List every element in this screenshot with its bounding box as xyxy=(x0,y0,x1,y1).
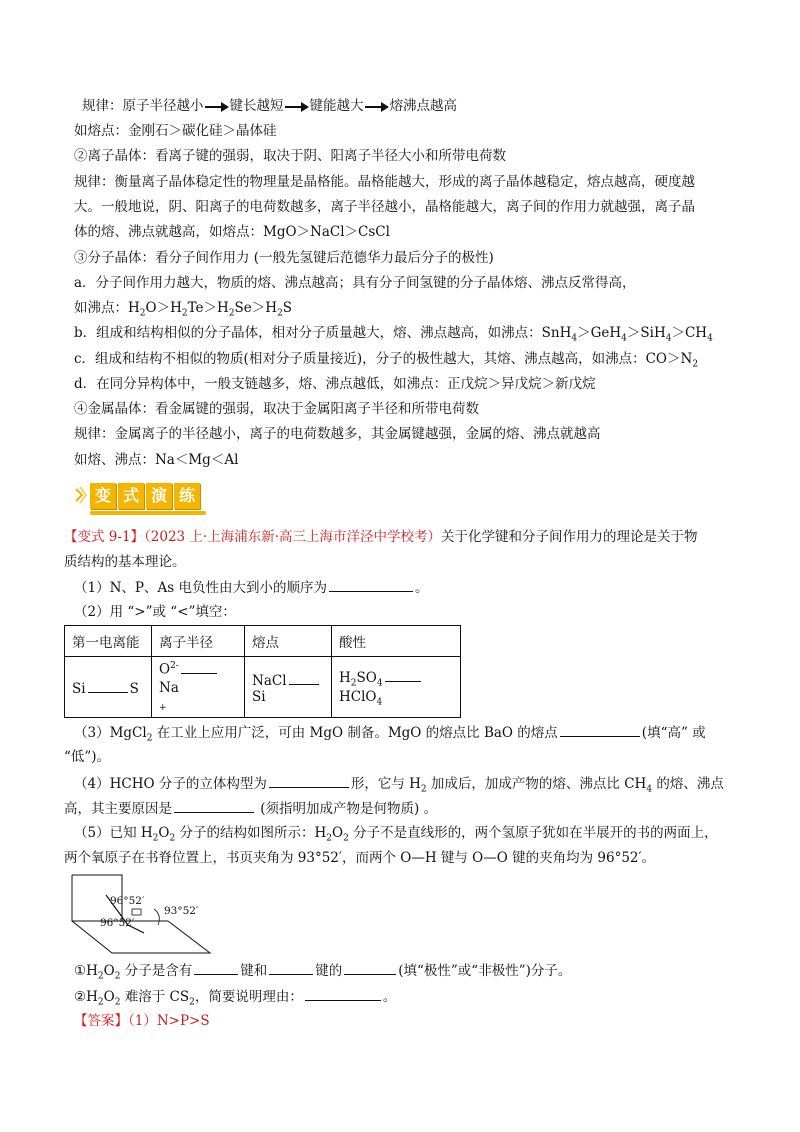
text-line: 两个氧原子在书脊位置上，书页夹角为 93°52′，而两个 O—H 键与 O—O 键的夹角均为 96°52′。 xyxy=(64,850,656,866)
answer-blank[interactable] xyxy=(329,577,413,592)
text-line: 如沸点：$H_2O>H_2Te>H_2Se>H_2S$ xyxy=(74,300,293,319)
answer-blank[interactable] xyxy=(344,960,396,975)
banner-tile: 变 xyxy=(90,483,116,509)
banner-tile: 练 xyxy=(174,483,200,509)
answer-blank[interactable] xyxy=(269,773,349,788)
book-diagram xyxy=(70,873,230,958)
section-banner xyxy=(74,477,224,517)
table-cell: Si S xyxy=(65,657,152,718)
text-line: 高，其主要原因是 (须指明加成产物是何物质) 。 xyxy=(64,798,437,819)
table-cell: NaClSi xyxy=(245,657,332,718)
angle-label: 93°52′ xyxy=(164,905,199,917)
right-arrow-icon xyxy=(205,102,229,112)
text-line: b．组成和结构相似的分子晶体，相对分子质量越大，熔、沸点越高，如沸点：$SnH_4>GeH_4>SiH_4>CH_4$ xyxy=(74,325,713,344)
answer-tag: 【答案】 xyxy=(74,1013,128,1029)
answer-text: （1）N>P>S xyxy=(128,1013,210,1029)
text-line: ④金属晶体：看金属键的强弱，取决于金属阳离子半径和所带电荷数 xyxy=(74,401,479,417)
question-tag: 【变式 9-1】 xyxy=(64,529,145,545)
sub-question-3: （3）MgCl$_2$ 在工业上应用广泛，可由 MgO 制备。MgO 的熔点比 BaO 的熔点 (填“高” 或 xyxy=(74,722,706,749)
answer-blank[interactable] xyxy=(305,986,381,1001)
table-header: 熔点 xyxy=(245,626,332,657)
text-line: 如熔点：金刚石＞碳化硅＞晶体硅 xyxy=(74,123,277,139)
text-line: ②离子晶体：看离子键的强弱，取决于阴、阳离子半径大小和所带电荷数 xyxy=(74,148,506,164)
sub-item-2: $②H_2O_2$ 难溶于 $CS_2$，简要说明理由： 。 xyxy=(74,986,396,1013)
banner-underline xyxy=(90,511,206,515)
banner-tile: 式 xyxy=(118,483,144,509)
angle-label: 96°52′ xyxy=(110,895,145,907)
table-cell: $O^{2-}Na$ + xyxy=(152,657,245,718)
text-line: 如熔、沸点：Na＜Mg＜Al xyxy=(74,452,239,468)
answer-blank[interactable] xyxy=(385,667,421,682)
text-line: a．分子间作用力越大，物质的熔、沸点越高；具有分子间氢键的分子晶体熔、沸点反常得高， xyxy=(74,275,636,291)
speaker-icon xyxy=(74,485,88,505)
table-header: 酸性 xyxy=(332,626,461,657)
answer-blank[interactable] xyxy=(560,722,640,737)
text-line: ③分子晶体：看分子间作用力 (一般先氢键后范德华力最后分子的极性) xyxy=(74,250,494,266)
answer-blank[interactable] xyxy=(269,960,313,975)
sub-question-5: （5）已知 $H_2O_2$ 分子的结构如图所示：$H_2O_2$ 分子不是直线形的，两个氢原子犹如在半展开的书的两面上， xyxy=(74,825,718,844)
answer-blank[interactable] xyxy=(88,678,128,693)
sub-question-1: （1）N、P、As 电负性由大到小的顺序为 。 xyxy=(74,577,428,598)
answer-blank[interactable] xyxy=(174,798,254,813)
table-header: 第一电离能 xyxy=(65,626,152,657)
text-line: 大。一般地说，阴、阳离子的电荷数越多，离子半径越小，晶格能越大，离子间的作用力就越强，离子晶 xyxy=(74,199,695,215)
answer-blank[interactable] xyxy=(289,670,319,685)
answer-blank[interactable] xyxy=(194,960,238,975)
rule-covalent: 规律：原子半径越小 键长越短 键能越大 熔沸点越高 xyxy=(82,98,457,114)
angle-label: 96°52′ xyxy=(100,917,135,929)
table-cell: $H_2SO_4HClO_4$ xyxy=(332,657,461,718)
question-stem: 【变式 9-1】（2023 上·上海浦东新·高三上海市洋泾中学校考）关于化学键和分子间作用力的理论是关于物 xyxy=(64,529,698,545)
sub-question-2: （2）用 “>”或 “<”填空： xyxy=(74,604,236,620)
answer-blank[interactable] xyxy=(181,659,217,674)
comparison-table xyxy=(64,625,461,718)
right-arrow-icon xyxy=(365,102,389,112)
text-line: d．在同分异构体中，一般支链越多，熔、沸点越低，如沸点：正戊烷＞异戊烷＞新戊烷 xyxy=(74,376,596,392)
table-header: 离子半径 xyxy=(152,626,245,657)
text-line: 规律：衡量离子晶体稳定性的物理量是晶格能。晶格能越大，形成的离子晶体越稳定，熔点越高，硬度越 xyxy=(74,174,695,190)
banner-tile: 演 xyxy=(146,483,172,509)
right-arrow-icon xyxy=(285,102,309,112)
h2o2-structure-figure xyxy=(70,873,230,958)
sub-question-4: （4）HCHO 分子的立体构型为 形，它与 $H_2$ 加成后，加成产物的熔、沸点比 $CH_4$ 的熔、沸点 xyxy=(74,773,724,800)
answer-line xyxy=(74,1011,210,1031)
text-line: c．组成和结构不相似的物质(相对分子质量接近)，分子的极性越大，其熔、沸点越高，如沸点：$CO>N_2$ xyxy=(74,351,699,370)
sub-item-1: $①H_2O_2$ 分子是含有 键和 键的 (填“极性”或“非极性”)分子。 xyxy=(74,960,571,987)
text-line: 质结构的基本理论。 xyxy=(64,554,186,570)
text-line: 规律：金属离子的半径越小，离子的电荷数越多，其金属键越强，金属的熔、沸点就越高 xyxy=(74,426,601,442)
question-source: （2023 上·上海浦东新·高三上海市洋泾中学校考） xyxy=(144,529,442,545)
text-line: “低”)。 xyxy=(64,749,111,765)
text-line: 体的熔、沸点就越高，如熔点：MgO＞NaCl＞CsCl xyxy=(74,224,390,240)
